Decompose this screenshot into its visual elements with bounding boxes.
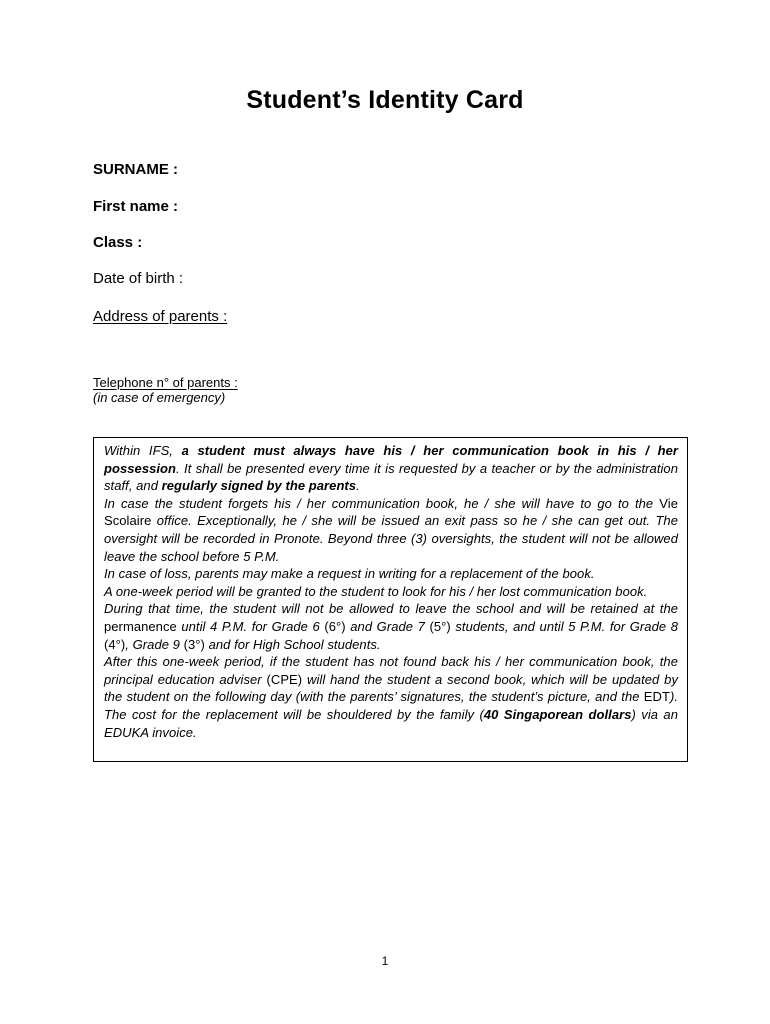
rule-term: (4°) [104, 636, 126, 652]
rule-text: office. Exceptionally, he / she will be issued an exit pass so he / she can get out. The oversight will be recorded in Pronote. Beyond three (3) oversights, the student will not be allowed leave the school before 5 P.M. [104, 513, 678, 564]
rule-emphasis: 40 Singaporean dollars [483, 706, 632, 722]
rule-term: (3°) [183, 636, 205, 652]
rule-emphasis: regularly signed by the parents [161, 478, 357, 494]
class-label: Class : [93, 234, 143, 251]
rule-text: , Grade 9 [125, 636, 184, 652]
rule-text: until 4 P.M. for Grade 6 [176, 618, 325, 634]
rule-term: (CPE) [266, 671, 303, 687]
rule-text: In case the student forgets his / her communication book, he / she will have to go to the [104, 495, 660, 511]
rule-term: Vie Scolaire [104, 495, 678, 529]
communication-book-rules-box [93, 437, 688, 762]
first-name-label: First name : [93, 198, 179, 215]
telephone-note: (in case of emergency) [93, 390, 226, 405]
rule-text: Within IFS, [104, 443, 182, 458]
rule-emphasis: a student must always have his / her communication book in his / her possession [104, 443, 678, 476]
rule-text: and Grade 7 [345, 618, 430, 634]
rule-paragraph-one-week: A one-week period will be granted to the student to look for his / her lost communication book. [104, 583, 648, 599]
address-of-parents-label: Address of parents : [93, 308, 228, 325]
page-number: 1 [381, 954, 389, 968]
rule-text: During that time, the student will not be allowed to leave the school and will be retained at the [104, 601, 678, 617]
rule-paragraph-retention [104, 600, 678, 653]
rule-term: EDT [643, 689, 670, 705]
page-title: Student’s Identity Card [246, 86, 524, 114]
rule-paragraph-replacement [104, 653, 678, 741]
rule-text: ) via an EDUKA invoice. [104, 706, 678, 740]
rule-term: (6°) [324, 618, 346, 634]
rule-text: . It shall be presented every time it is requested by a teacher or by the administration staff, and [104, 460, 678, 494]
rule-text: students, and until 5 P.M. for Grade 8 [450, 618, 678, 634]
telephone-label: Telephone n° of parents : [93, 375, 238, 390]
surname-label: SURNAME : [93, 161, 178, 178]
rule-term: (5°) [429, 618, 451, 634]
rule-paragraph-forgotten-book [104, 495, 678, 565]
rule-paragraph-possession [104, 442, 678, 495]
rule-term: permanence [104, 618, 177, 634]
rule-paragraph-loss: In case of loss, parents may make a request in writing for a replacement of the book. [104, 566, 595, 582]
rule-text: . [356, 478, 360, 494]
rule-text: will hand the student a second book, which will be updated by the student on the following day (with the parents’ signatures, the student’s picture, and the [104, 671, 678, 705]
rule-text: ). The cost for the replacement will be shouldered by the family ( [104, 689, 678, 722]
rule-text: and for High School students. [204, 636, 381, 652]
rule-text: After this one-week period, if the student has not found back his / her communication book, the principal education adviser [104, 654, 678, 687]
date-of-birth-label: Date of birth : [93, 270, 184, 287]
